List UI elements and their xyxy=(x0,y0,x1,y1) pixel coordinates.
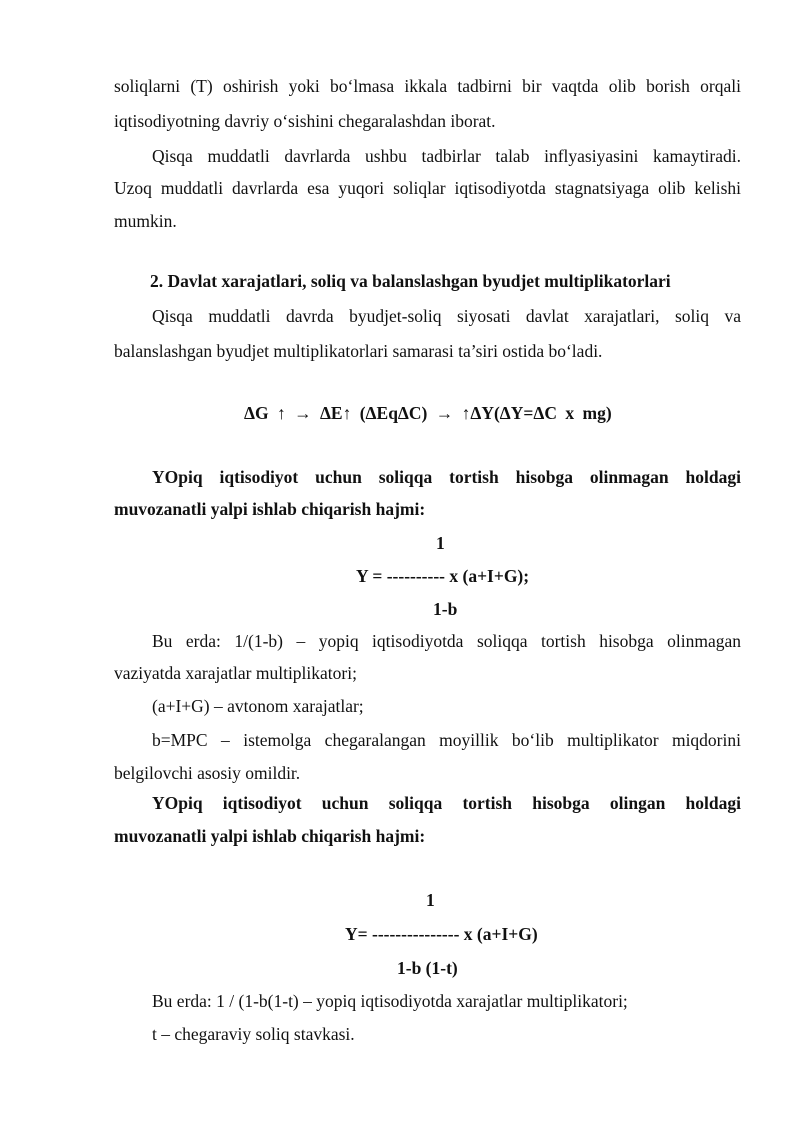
explanation-2-line-2: t – chegaraviy soliq stavkasi. xyxy=(152,1024,355,1044)
formula-2-numerator: 1 xyxy=(426,890,435,910)
explanation-1-line-4: b=MPC – istemolga chegaralangan moyillik bo‘lib multiplikator miqdorini xyxy=(152,730,741,750)
chain-formula: ΔG ↑ → ΔE↑ (ΔEqΔC) → ↑ΔY(ΔY=ΔC x mg) xyxy=(244,403,612,423)
paragraph-2-line-1: Qisqa muddatli davrlarda ushbu tadbirlar talab inflyasiyasini kamaytiradi. xyxy=(152,146,741,166)
explanation-2-line-1: Bu erda: 1 / (1-b(1-t) – yopiq iqtisodiyotda xarajatlar multiplikatori; xyxy=(152,991,628,1011)
paragraph-1-line-2: iqtisodiyotning davriy o‘sishini chegaralashdan iborat. xyxy=(114,111,496,131)
paragraph-3-line-2: balanslashgan byudjet multiplikatorlari samarasi ta’siri ostida bo‘ladi. xyxy=(114,341,603,361)
paragraph-3-line-1: Qisqa muddatli davrda byudjet-soliq siyosati davlat xarajatlari, soliq va xyxy=(152,306,741,326)
section-heading: 2. Davlat xarajatlari, soliq va balanslashgan byudjet multiplikatorlari xyxy=(150,271,671,291)
formula-1-denominator: 1-b xyxy=(433,599,458,619)
closed-no-tax-heading-line-1: YOpiq iqtisodiyot uchun soliqqa tortish hisobga olinmagan holdagi xyxy=(152,467,741,487)
closed-no-tax-heading-line-2: muvozanatli yalpi ishlab chiqarish hajmi: xyxy=(114,499,426,519)
paragraph-2-line-2: Uzoq muddatli davrlarda esa yuqori soliqlar iqtisodiyotda stagnatsiyaga olib kelishi xyxy=(114,178,741,198)
formula-2: Y= --------------- x (a+I+G) xyxy=(345,924,538,944)
closed-tax-heading-line-2: muvozanatli yalpi ishlab chiqarish hajmi: xyxy=(114,826,426,846)
explanation-1-line-5: belgilovchi asosiy omildir. xyxy=(114,763,301,783)
formula-1-numerator: 1 xyxy=(436,533,445,553)
paragraph-2-line-3: mumkin. xyxy=(114,211,177,231)
closed-tax-heading-line-1: YOpiq iqtisodiyot uchun soliqqa tortish hisobga olingan holdagi xyxy=(152,793,741,813)
formula-2-denominator: 1-b (1-t) xyxy=(397,958,458,978)
explanation-1-line-1: Bu erda: 1/(1-b) – yopiq iqtisodiyotda soliqqa tortish hisobga olinmagan xyxy=(152,631,741,651)
explanation-1-line-3: (a+I+G) – avtonom xarajatlar; xyxy=(152,696,364,716)
formula-1: Y = ---------- x (a+I+G); xyxy=(356,566,530,586)
explanation-1-line-2: vaziyatda xarajatlar multiplikatori; xyxy=(114,663,357,683)
paragraph-1-line-1: soliqlarni (T) oshirish yoki bo‘lmasa ikkala tadbirni bir vaqtda olib borish orqali xyxy=(114,76,741,96)
